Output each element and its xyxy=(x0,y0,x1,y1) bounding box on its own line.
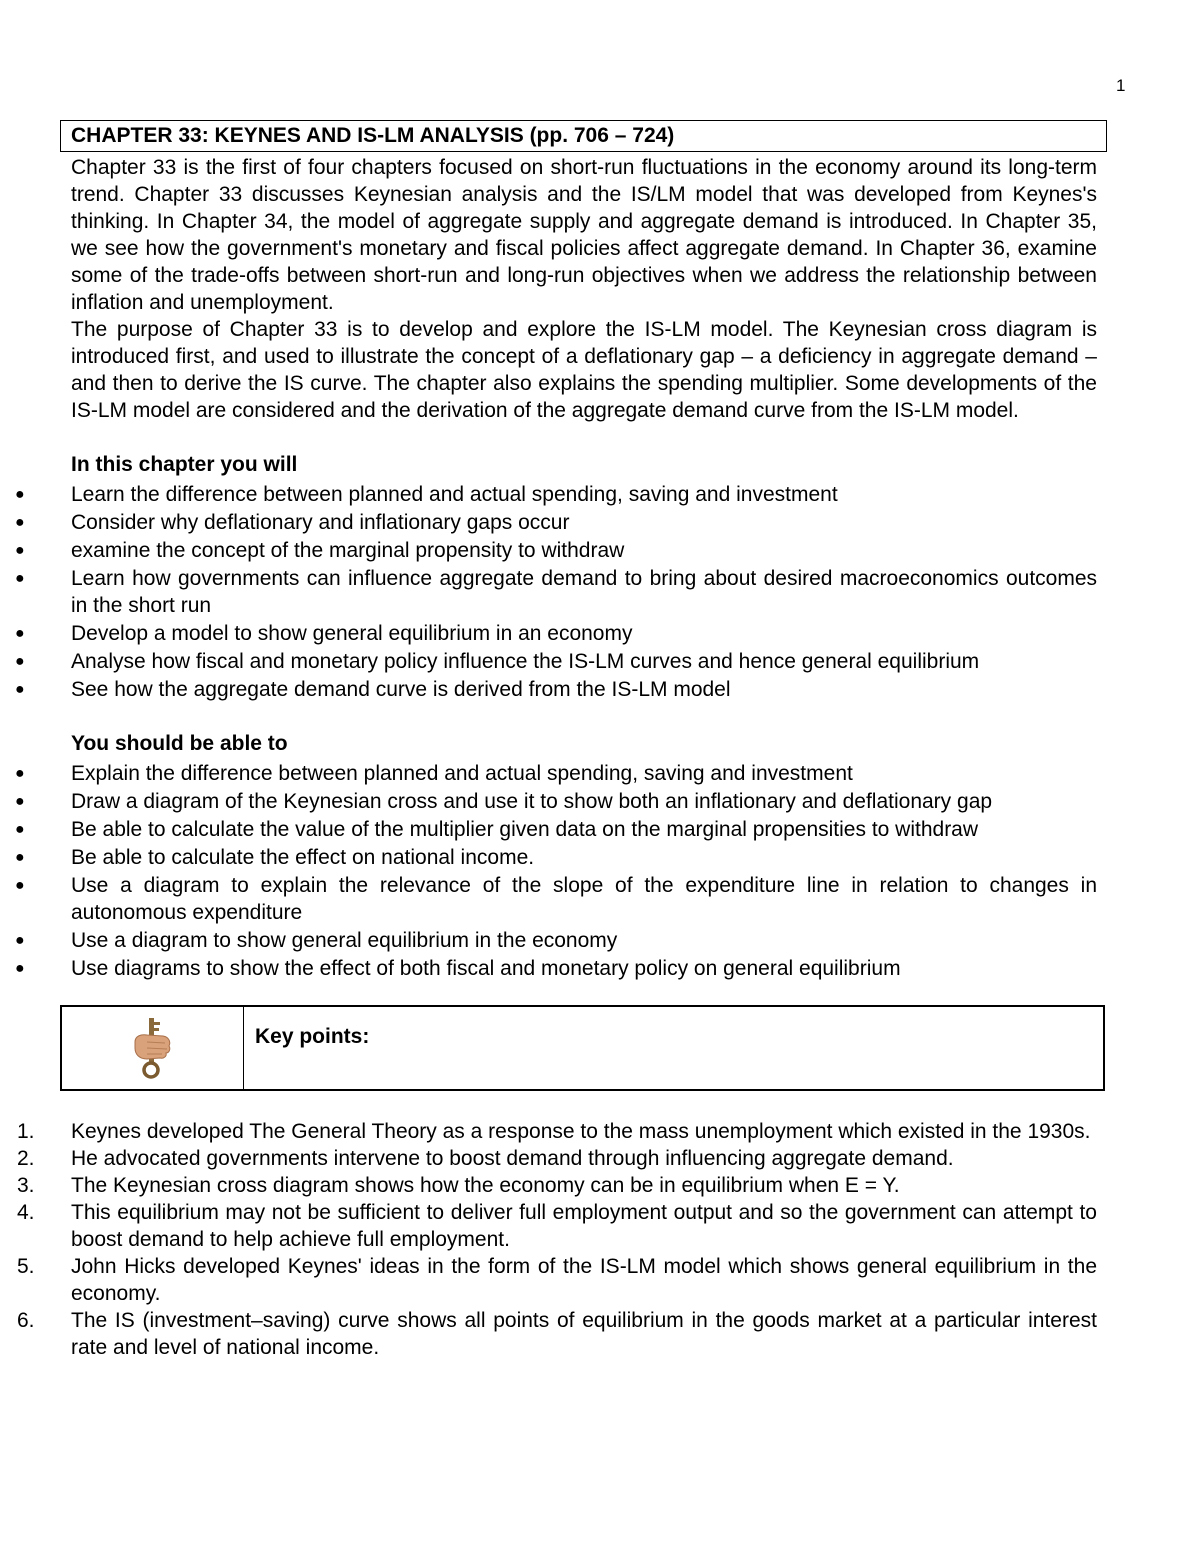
bullet-icon: ● xyxy=(15,821,25,838)
item-number: 5. xyxy=(17,1255,35,1278)
bullet-icon: ● xyxy=(15,514,25,531)
key-points-list xyxy=(0,1118,1200,1361)
bullet-icon: ● xyxy=(15,960,25,977)
list-item: ● Consider why deflationary and inflationary gaps occur xyxy=(71,509,1097,536)
key-points-box xyxy=(60,1005,1105,1091)
bullet-icon: ● xyxy=(15,486,25,503)
list-item: 4. This equilibrium may not be sufficient to deliver full employment output and so the government can attempt to boost demand to help achieve full employment. xyxy=(17,1201,1097,1251)
bullet-icon: ● xyxy=(15,793,25,810)
list-item: ● Explain the difference between planned and actual spending, saving and investment xyxy=(71,760,1097,787)
list-item: ● Analyse how fiscal and monetary policy influence the IS-LM curves and hence general equilibrium xyxy=(71,648,1097,675)
purpose-paragraph: The purpose of Chapter 33 is to develop and explore the IS-LM model. The Keynesian cross diagram is introduced first, and used to illustrate the concept of a deflationary gap – a deficiency in aggregate demand – and then to derive the IS curve. The chapter also explains the spending multiplier. Some developments of the IS-LM model are considered and the derivation of the aggregate demand curve from the IS-LM model. xyxy=(71,318,1097,422)
list-item: ● Use diagrams to show the effect of both fiscal and monetary policy on general equilibrium xyxy=(71,955,1097,982)
list-item: 6. The IS (investment–saving) curve shows all points of equilibrium in the goods market at a particular interest rate and level of national income. xyxy=(17,1309,1097,1359)
bullet-icon: ● xyxy=(15,625,25,642)
list-item: ● Be able to calculate the value of the multiplier given data on the marginal propensities to withdraw xyxy=(71,816,1097,843)
item-number: 3. xyxy=(17,1174,35,1197)
bullet-icon: ● xyxy=(15,932,25,949)
item-number: 2. xyxy=(17,1147,35,1170)
list-item: 1. Keynes developed The General Theory as a response to the mass unemployment which existed in the 1930s. xyxy=(17,1120,1091,1143)
bullet-icon: ● xyxy=(15,765,25,782)
hand-holding-key-icon xyxy=(129,1016,177,1080)
bullet-icon: ● xyxy=(15,681,25,698)
will-heading: In this chapter you will xyxy=(71,453,298,476)
list-item: 5. John Hicks developed Keynes' ideas in the form of the IS-LM model which shows general equilibrium in the economy. xyxy=(17,1255,1097,1305)
list-item: 2. He advocated governments intervene to boost demand through influencing aggregate demand. xyxy=(17,1147,954,1170)
bullet-icon: ● xyxy=(15,849,25,866)
able-heading: You should be able to xyxy=(71,732,288,755)
list-item: ● Learn how governments can influence aggregate demand to bring about desired macroeconomics outcomes in the short run xyxy=(15,567,1097,617)
bullet-icon: ● xyxy=(15,653,25,670)
list-item: ● See how the aggregate demand curve is derived from the IS-LM model xyxy=(71,676,1097,703)
item-number: 4. xyxy=(17,1201,35,1224)
key-points-label: Key points: xyxy=(255,1025,370,1048)
able-list xyxy=(0,760,1200,982)
list-item: ● Draw a diagram of the Keynesian cross and use it to show both an inflationary and deflationary gap xyxy=(71,788,1097,815)
bullet-icon: ● xyxy=(15,570,25,587)
item-number: 6. xyxy=(17,1309,35,1332)
list-item: 3. The Keynesian cross diagram shows how the economy can be in equilibrium when E = Y. xyxy=(17,1174,900,1197)
intro-paragraph: Chapter 33 is the first of four chapters focused on short-run fluctuations in the economy around its long-term trend. Chapter 33 discusses Keynesian analysis and the IS/LM model that was developed from Keynes's thinking. In Chapter 34, the model of aggregate supply and aggregate demand is introduced. In Chapter 35, we see how the government's monetary and fiscal policies affect aggregate demand. In Chapter 36, examine some of the trade-offs between short-run and long-run objectives when we address the relationship between inflation and unemployment. xyxy=(71,156,1097,314)
list-item: ● Use a diagram to show general equilibrium in the economy xyxy=(71,927,1097,954)
bullet-icon: ● xyxy=(15,877,25,894)
chapter-title: CHAPTER 33: KEYNES AND IS-LM ANALYSIS (pp. 706 – 724) xyxy=(60,120,1107,152)
will-list xyxy=(0,481,1200,703)
page-number: 1 xyxy=(1116,76,1126,95)
list-item: ● Use a diagram to explain the relevance of the slope of the expenditure line in relation to changes in autonomous expenditure xyxy=(15,874,1097,924)
list-item: ● Learn the difference between planned and actual spending, saving and investment xyxy=(71,481,1097,508)
list-item: ● Be able to calculate the effect on national income. xyxy=(71,844,1097,871)
item-number: 1. xyxy=(17,1120,35,1143)
key-icon-cell xyxy=(62,1007,244,1089)
list-item: ● examine the concept of the marginal propensity to withdraw xyxy=(71,537,1097,564)
bullet-icon: ● xyxy=(15,542,25,559)
list-item: ● Develop a model to show general equilibrium in an economy xyxy=(71,620,1097,647)
document-body xyxy=(0,120,1200,1361)
